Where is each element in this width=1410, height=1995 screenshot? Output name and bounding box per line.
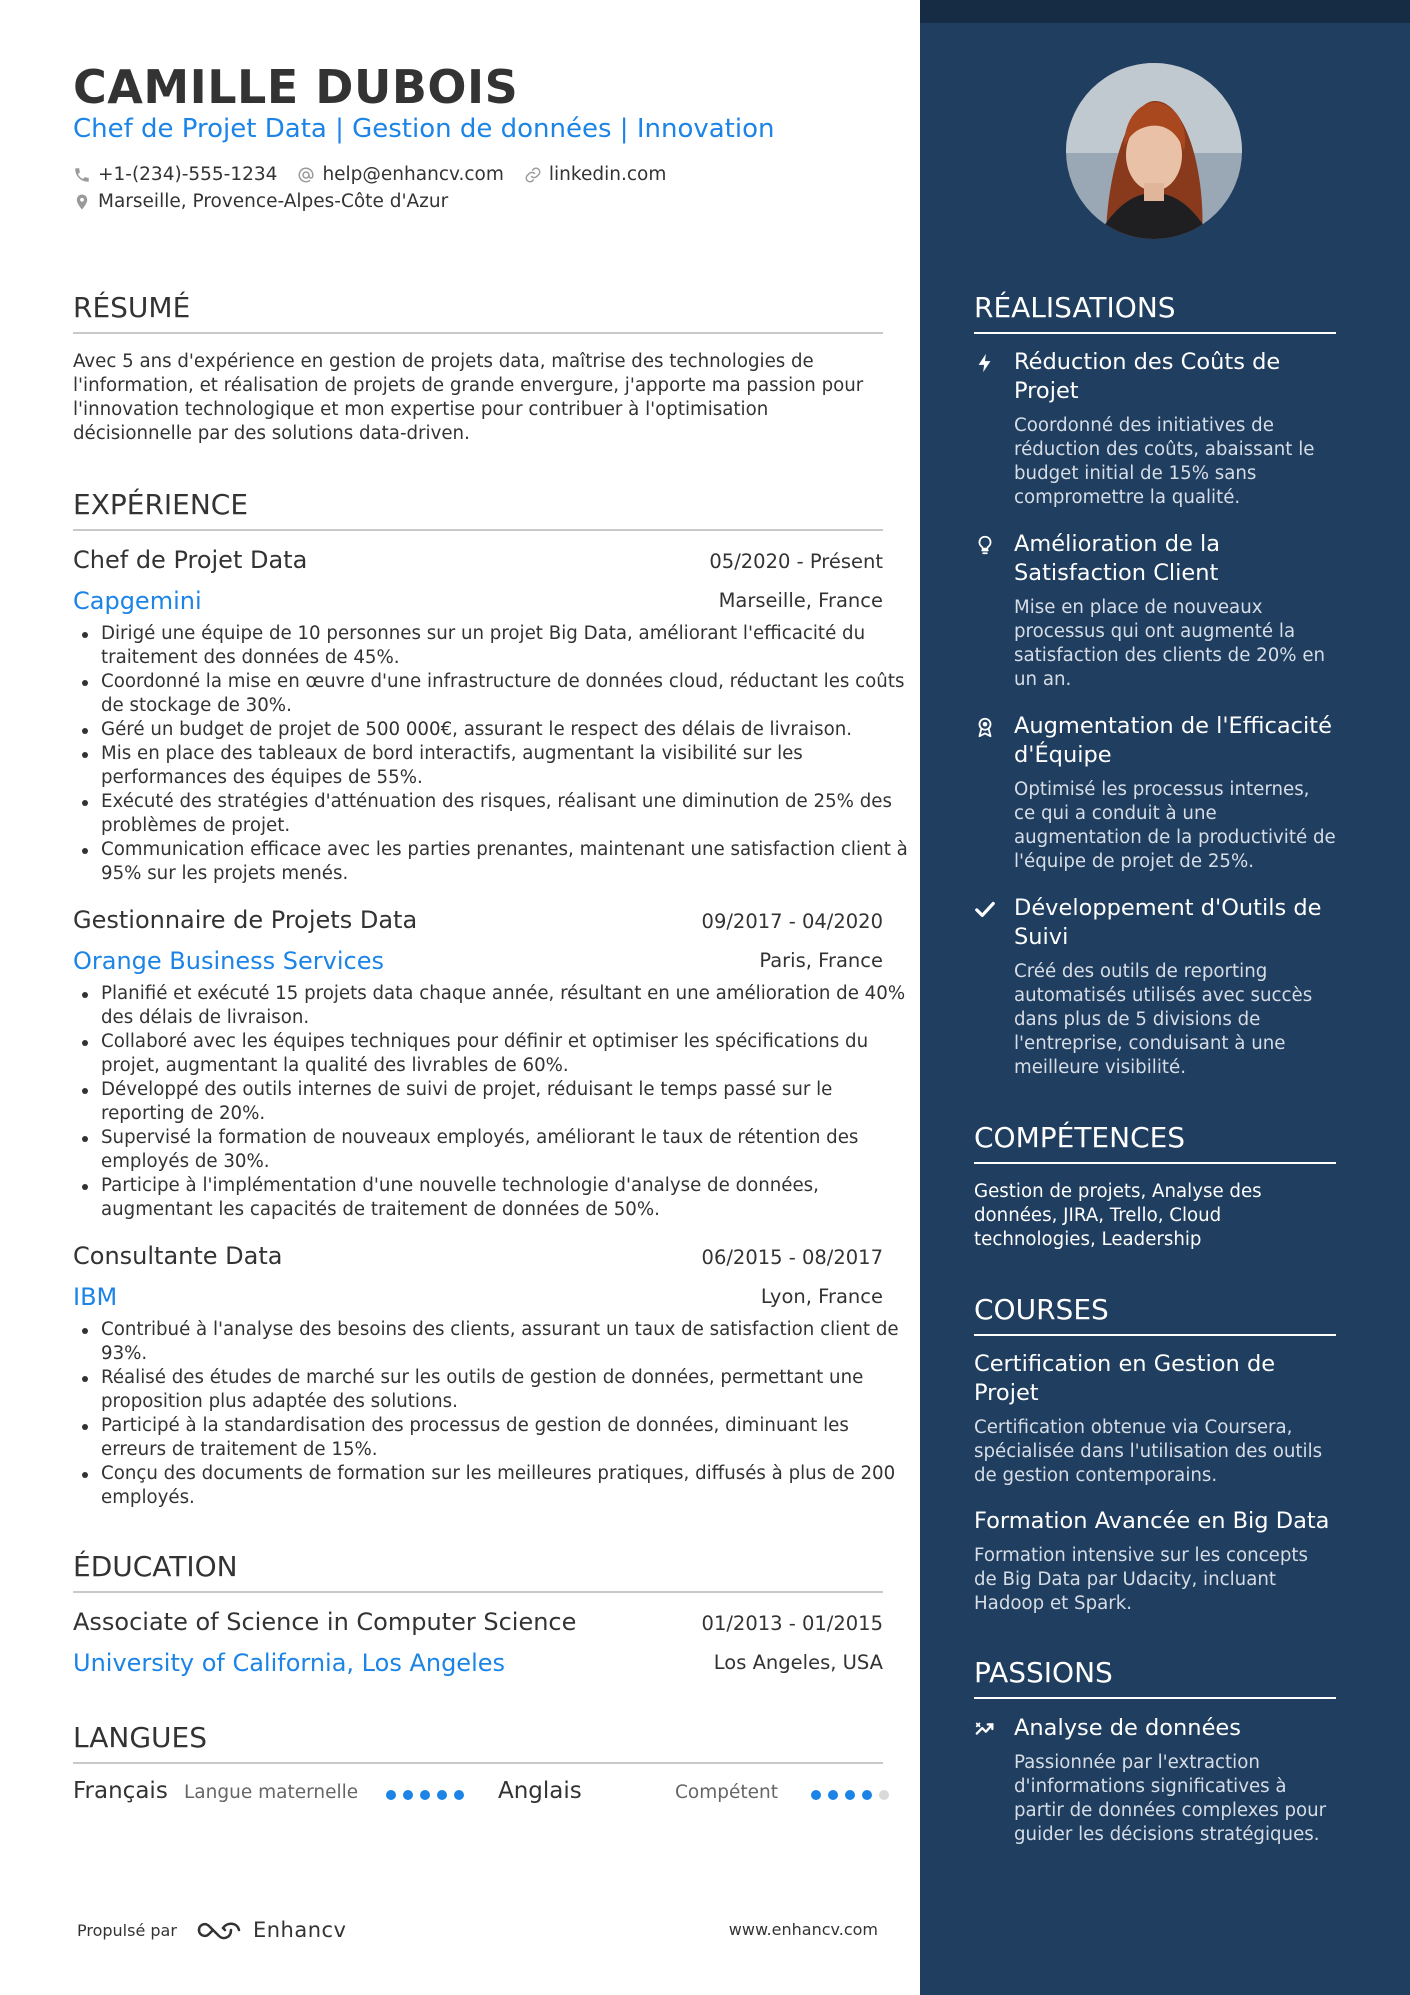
- lightbulb-icon: [974, 534, 996, 556]
- language-rating: [811, 1790, 896, 1800]
- sidebar-top-bar: [920, 0, 1410, 23]
- rating-dot-filled: [420, 1790, 430, 1800]
- job-title: Chef de Projet Data: [73, 546, 308, 574]
- rating-dot-empty: [879, 1790, 889, 1800]
- language-name: Anglais: [498, 1778, 582, 1804]
- list-item: Contribué à l'analyse des besoins des clients, assurant un taux de satisfaction client de 93%.: [101, 1318, 911, 1366]
- rating-dot-filled: [845, 1790, 855, 1800]
- list-item: Dirigé une équipe de 10 personnes sur un projet Big Data, améliorant l'efficacité du traitement des données de 45%.: [101, 622, 911, 670]
- achievement-title: Augmentation de l'Efficacité d'Équipe: [1014, 713, 1332, 768]
- language-rating: [386, 1790, 471, 1800]
- language-name: Français: [73, 1778, 168, 1804]
- list-item: Communication efficace avec les parties prenantes, maintenant une satisfaction client à 95% sur les projets menés.: [101, 838, 911, 886]
- footer-url[interactable]: www.enhancv.com: [728, 1920, 878, 1939]
- powered-by-text: Propulsé par: [77, 1920, 177, 1940]
- job-dates: 05/2020 - Présent: [709, 550, 883, 573]
- course-title: Formation Avancée en Big Data: [974, 1508, 1330, 1534]
- headline: Chef de Projet Data | Gestion de données | Innovation: [73, 114, 775, 144]
- data-analysis-icon: [974, 1718, 996, 1740]
- location-pin-icon: [73, 192, 91, 212]
- job-title: Gestionnaire de Projets Data: [73, 906, 418, 934]
- enhancv-logo-icon: [195, 1918, 243, 1942]
- course-desc: Formation intensive sur les concepts de Big Data par Udacity, incluant Hadoop et Spark.: [974, 1545, 1309, 1614]
- footer-branding: [77, 1918, 346, 1942]
- achievement-title: Amélioration de la Satisfaction Client: [1014, 531, 1221, 586]
- rating-dot-filled: [862, 1790, 872, 1800]
- contact-row: [73, 164, 686, 185]
- rating-dot-filled: [386, 1790, 396, 1800]
- lightning-icon: [974, 352, 996, 374]
- job-dates: 09/2017 - 04/2020: [701, 910, 883, 933]
- rating-dot-filled: [437, 1790, 447, 1800]
- skills-text: Gestion de projets, Analyse des données, JIRA, Trello, Cloud technologies, Leadership: [974, 1181, 1262, 1250]
- job-bullets: [73, 622, 911, 886]
- list-item: Collaboré avec les équipes techniques pour définir et optimiser les spécifications du projet, augmentant la qualité des livrables de 60%.: [101, 1030, 911, 1078]
- contact-phone[interactable]: [73, 164, 277, 185]
- passion-title: Analyse de données: [1014, 1715, 1241, 1741]
- achievement-title: Développement d'Outils de Suivi: [1014, 895, 1322, 950]
- section-title-courses: COURSES: [974, 1293, 1336, 1336]
- list-item: Exécuté des stratégies d'atténuation des risques, réalisant une diminution de 25% des problèmes de projet.: [101, 790, 911, 838]
- location-text: Marseille, Provence-Alpes-Côte d'Azur: [98, 191, 449, 212]
- rating-dot-filled: [811, 1790, 821, 1800]
- job-company: IBM: [73, 1283, 118, 1311]
- list-item: Supervisé la formation de nouveaux employés, améliorant le taux de rétention des employés de 30%.: [101, 1126, 911, 1174]
- section-title-skills: COMPÉTENCES: [974, 1121, 1336, 1164]
- job-company: Capgemini: [73, 587, 202, 615]
- list-item: Coordonné la mise en œuvre d'une infrastructure de données cloud, réductant les coûts de stockage de 30%.: [101, 670, 911, 718]
- course-desc: Certification obtenue via Coursera, spécialisée dans l'utilisation des outils de gestion contemporains.: [974, 1417, 1323, 1486]
- summary-text: Avec 5 ans d'expérience en gestion de projets data, maîtrise des technologies de l'information, et réalisation de projets de grande envergure, j'apporte ma passion pour l'innovation technologique et mon expertise pour contribuer à l'optimisation décisionnelle par des solutions data-driven.: [73, 351, 864, 444]
- list-item: Conçu des documents de formation sur les meilleures pratiques, diffusés à plus de 200 employés.: [101, 1462, 911, 1510]
- achievement-title: Réduction des Coûts de Projet: [1014, 349, 1281, 404]
- achievement-desc: Optimisé les processus internes, ce qui a conduit à une augmentation de la productivité de l'équipe de projet de 25%.: [1014, 779, 1336, 872]
- rating-dot-filled: [454, 1790, 464, 1800]
- contact-linkedin[interactable]: [524, 164, 666, 185]
- course-title: Certification en Gestion de Projet: [974, 1351, 1276, 1406]
- languages-row: [73, 1778, 883, 1814]
- list-item: Réalisé des études de marché sur les outils de gestion de données, permettant une proposition plus adaptée des solutions.: [101, 1366, 911, 1414]
- job-location: Lyon, France: [760, 1285, 883, 1308]
- job-location: Marseille, France: [718, 589, 883, 612]
- language-level: Compétent: [675, 1782, 778, 1803]
- education-dates: 01/2013 - 01/2015: [701, 1612, 883, 1635]
- education-location: Los Angeles, USA: [713, 1651, 883, 1674]
- achievement-desc: Coordonné des initiatives de réduction des coûts, abaissant le budget initial de 15% sans compromettre la qualité.: [1014, 415, 1315, 508]
- passion-desc: Passionnée par l'extraction d'informations significatives à partir de données complexes pour guider les décisions stratégiques.: [1014, 1752, 1327, 1845]
- at-icon: [297, 166, 315, 184]
- section-title-experience: EXPÉRIENCE: [73, 488, 883, 531]
- contact-email[interactable]: [297, 164, 503, 185]
- job-location: Paris, France: [759, 949, 883, 972]
- section-title-achievements: RÉALISATIONS: [974, 291, 1336, 334]
- candidate-name: CAMILLE DUBOIS: [73, 60, 519, 114]
- section-title-languages: LANGUES: [73, 1721, 883, 1764]
- list-item: Participé à la standardisation des processus de gestion de données, diminuant les erreurs de traitement de 15%.: [101, 1414, 911, 1462]
- checkmark-icon: [974, 898, 996, 920]
- avatar: [1066, 63, 1242, 239]
- education-degree: Associate of Science in Computer Science: [73, 1608, 577, 1636]
- contact-location: [73, 191, 468, 212]
- education-school: University of California, Los Angeles: [73, 1649, 506, 1677]
- list-item: Développé des outils internes de suivi de projet, réduisant le temps passé sur le reporting de 20%.: [101, 1078, 911, 1126]
- job-company: Orange Business Services: [73, 947, 384, 975]
- section-title-passions: PASSIONS: [974, 1656, 1336, 1699]
- award-icon: [974, 716, 996, 738]
- phone-text: +1-(234)-555-1234: [98, 164, 278, 185]
- job-dates: 06/2015 - 08/2017: [701, 1246, 883, 1269]
- phone-icon: [73, 166, 91, 184]
- email-text: help@enhancv.com: [322, 164, 504, 185]
- linkedin-text: linkedin.com: [548, 164, 667, 185]
- link-icon: [524, 166, 542, 184]
- list-item: Participe à l'implémentation d'une nouvelle technologie d'analyse de données, augmentant les capacités de traitement de données de 50%.: [101, 1174, 911, 1222]
- rating-dot-filled: [403, 1790, 413, 1800]
- language-level: Langue maternelle: [184, 1782, 359, 1803]
- list-item: Mis en place des tableaux de bord interactifs, augmentant la visibilité sur les performances des équipes de 55%.: [101, 742, 911, 790]
- list-item: Géré un budget de projet de 500 000€, assurant le respect des délais de livraison.: [101, 718, 911, 742]
- rating-dot-filled: [828, 1790, 838, 1800]
- job-bullets: [73, 982, 911, 1222]
- section-title-summary: RÉSUMÉ: [73, 291, 883, 334]
- job-title: Consultante Data: [73, 1242, 283, 1270]
- job-bullets: [73, 1318, 911, 1510]
- brand-name: Enhancv: [252, 1918, 347, 1942]
- achievement-desc: Mise en place de nouveaux processus qui ont augmenté la satisfaction des clients de 20% en un an.: [1014, 597, 1326, 690]
- achievement-desc: Créé des outils de reporting automatisés utilisés avec succès dans plus de 5 divisions de l'entreprise, conduisant à une meilleure visibilité.: [1014, 961, 1313, 1078]
- section-title-education: ÉDUCATION: [73, 1550, 883, 1593]
- list-item: Planifié et exécuté 15 projets data chaque année, résultant en une amélioration de 40% des délais de livraison.: [101, 982, 911, 1030]
